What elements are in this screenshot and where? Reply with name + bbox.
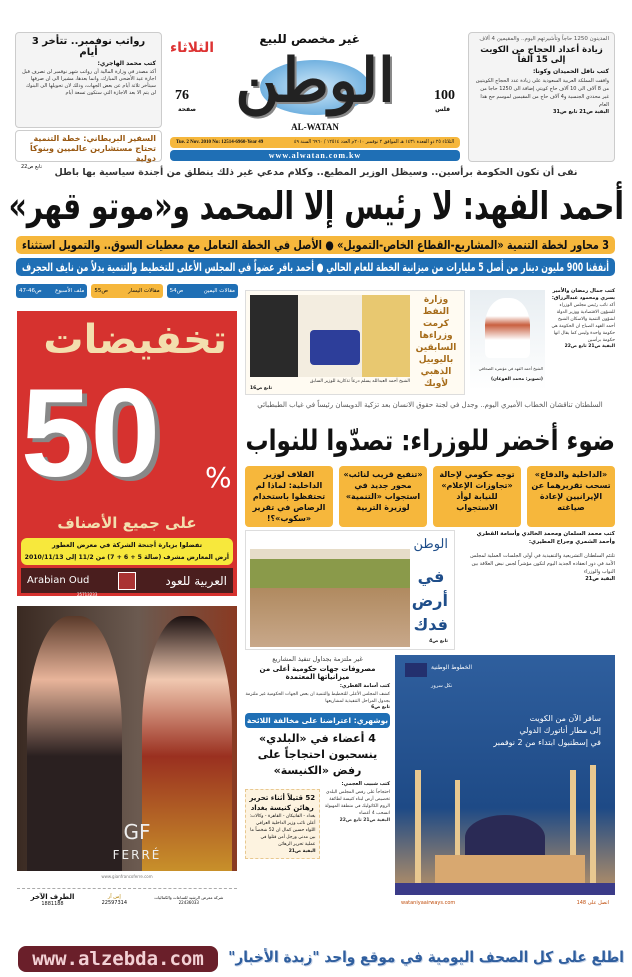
ad-brand-bar bbox=[21, 568, 233, 593]
price: 100 bbox=[434, 88, 455, 103]
ad-line: في إسطنبول ابتداء من 2 نوفمبر bbox=[493, 738, 601, 747]
byline: كتب شبيب العجمي: bbox=[341, 781, 390, 787]
ferre-watch-ad[interactable] bbox=[17, 606, 237, 871]
tab-weekly-file[interactable] bbox=[16, 284, 87, 298]
story-body: وافقت المملكة العربية السعودية على زيادة عدد الحجاج الكويتيين من 8 آلاف الى 10 آلاف حاج كويتي إضافة الى 1250 حاجا من غير محددي الجنسية و4 آلاف حاج من المقيمين لموسم حج هذا العام bbox=[475, 78, 609, 108]
story-title[interactable]: مصروفات جهات حكومية أعلى من ميزانياتها المعتمدة bbox=[259, 665, 376, 681]
date-ar: الثلاثاء ٢٥ ذو القعدة ١٤٣١ هـ الموافق ٢ نوفمبر ٢٠١٠م العدد ١٢٥١٤ / ٦٩٦٠ السنة ٤٩ bbox=[294, 139, 454, 145]
page-ref: البقية ص21 تابع ص22 bbox=[339, 818, 390, 823]
tab-page: ص46-47 bbox=[19, 288, 42, 294]
kicker: السلطتان تناقشان الخطاب الأميري اليوم.. وجدل في لجنة حقوق الانسان بعد تزكية الدويسان رئيساً في غياب الطبطبائي bbox=[257, 401, 603, 409]
oud-logo-icon bbox=[118, 572, 136, 590]
date-en: Tue. 2 Nov. 2010 No: 12514-6960-Year 49 bbox=[176, 140, 264, 145]
mosque-dome bbox=[465, 815, 545, 860]
section-tabs bbox=[16, 284, 238, 298]
second-headline[interactable]: ضوء أخضر للوزراء: تصدّوا للنواب bbox=[245, 424, 615, 457]
fadak-logo: الوطن bbox=[413, 537, 448, 552]
highlight-boxes bbox=[245, 466, 615, 527]
plaque bbox=[310, 330, 360, 365]
day-label: الثلاثاء bbox=[170, 40, 215, 56]
photo-caption: الشيخ أحمد العبدالله يسلم درعاً تذكارية للوزير السابق bbox=[310, 379, 410, 384]
ad-percent-sign: % bbox=[205, 461, 232, 494]
top-right-story[interactable] bbox=[468, 32, 615, 162]
orange-bar bbox=[16, 236, 615, 254]
date-bar bbox=[170, 137, 460, 148]
shop-name: الطرف الآخر bbox=[30, 892, 75, 901]
brand-logo: GF bbox=[123, 820, 151, 844]
page-ref: البقية ص21 bbox=[288, 849, 316, 854]
brand-en: Arabian Oud bbox=[27, 575, 90, 586]
airline-name: الخطوط الوطنية bbox=[431, 664, 473, 671]
byline: كتب نافل الحميدان وكونا: bbox=[533, 68, 609, 75]
ad-subtitle: على جميع الأصناف bbox=[57, 514, 197, 532]
story-body: احتجاجاً على رفض المجلس البلدي تخصيص أرض لبناء كنيسة لطائفة الروم الكاثوليك في منطقة المهبولة انسحب 4 أعضاء bbox=[324, 790, 390, 816]
kicker: المدينون 1250 حاجاً وتأشيرتهم اليوم.. والمقيمين 4 آلاف bbox=[479, 36, 609, 42]
story-title: 52 قتيلاً أثناء تحرير رهائن كنيسة بغداد bbox=[249, 794, 316, 812]
highlight-box[interactable]: القلاف لوزير الداخلية: لماذا لم تحتفظوا باستخدام الرصاص في تقرير «سكوب»؟! bbox=[245, 466, 333, 527]
tab-page: ص55 bbox=[94, 288, 108, 294]
shop-phone: 22436033 bbox=[178, 899, 199, 905]
top-left-story[interactable] bbox=[15, 32, 162, 128]
minaret bbox=[415, 770, 421, 883]
logo-en: AL-WATAN bbox=[291, 122, 339, 132]
shop-name: شركة معرض الرشيد للساعات والكماليات bbox=[154, 894, 224, 900]
story-body: تلتئم السلطتان التشريعية والتنفيذية في أولى الجلسات العملية لمجلس الأمة في دور انعقاده الجديد اليوم لتكون مؤشراً لجس نبض العلاقة بين النواب والوزراء bbox=[470, 553, 615, 575]
ad-text bbox=[493, 713, 601, 749]
story-body: بغداد - الفاتيكان - القاهرة - وكالات: أعلن نائب وزير الداخلية العراقي اللواء حسين كمال ان 52 شخصاً ما بين مدني ورجل أمن قتلوا في عملية تحرير الرهائن bbox=[249, 814, 316, 847]
page-ref: البقية ص21 تابع ص22 bbox=[564, 344, 615, 349]
highlight-box[interactable]: توجه حكومي لإحالة «تجاوزات الإعلام» للنيابة لوأد الاستجواب bbox=[433, 466, 521, 527]
ad-url[interactable]: wataniyaairways.com bbox=[401, 899, 456, 906]
ad-url: www.gianfrancoferre.com bbox=[101, 874, 153, 879]
fahad-story[interactable] bbox=[548, 288, 615, 393]
shop-item bbox=[31, 893, 75, 907]
ad-phone: اتصل على 148 bbox=[576, 899, 609, 906]
price-label: فلس bbox=[435, 106, 450, 113]
story-body: أكد مصدر في وزارة المالية أن رواتب شهر نوفمبر لن تصرف قبل اجازة عيد الأضحى المبارك، وانما بعدها، مشيرا الى ان صرفها سيتأخر ثلاثة أيام عن بعض الجهات، وذلك لان تحويلها الى البنوك لن يتم الا بعد الاجازة التي ستكون تسعة أيام bbox=[22, 69, 156, 96]
blue-bar-text: أنفقنا 900 مليون دينار من أصل 5 مليارات من ميزانية الخطة للعام الحالي ● أحمد باقر عضواً في المجلس الأعلى للتخطيط والتنمية بدلاً من نايف الحجرف bbox=[21, 260, 609, 274]
story-body: كشف المجلس الأعلى للتخطيط والتنمية ان بعض الجهات الحكومية غير ملتزمة بجدول المراحل التنفيذية لمشاريعها bbox=[245, 692, 390, 704]
story-title: في أرض فدك bbox=[411, 567, 448, 634]
main-headline[interactable]: أحمد الفهد: لا رئيس إلا المحمد و«موتو قهر» bbox=[8, 184, 625, 228]
story-title: وزارة النفط كرمت وزراءها السابقين باليوبيل الذهبي لأوبك bbox=[415, 295, 457, 389]
shop-list bbox=[17, 888, 237, 910]
footer-url-text: www.alzebda.com bbox=[32, 948, 204, 970]
page-ref: تابع ص16 bbox=[250, 386, 273, 391]
minaret bbox=[590, 765, 596, 883]
footer-url[interactable] bbox=[18, 946, 218, 972]
session-story[interactable] bbox=[465, 530, 615, 650]
shop-phone: 22597314 bbox=[101, 899, 128, 906]
page-ref: تابع ص22 bbox=[21, 164, 42, 170]
ad-note-line: أرض المعارض مشرف (صالة 5 + 6 + 7) من 11/2 إلى 2010/11/13 bbox=[24, 553, 229, 561]
shop-phone: 1881188 bbox=[41, 900, 64, 907]
tab-left-articles[interactable] bbox=[91, 284, 162, 298]
footer-slogan: اطلع على كل الصحف اليومية في موقع واحد "زبدة الأخبار" bbox=[228, 948, 624, 966]
page-ref: البقية ص21 تابع ص31 bbox=[553, 109, 609, 115]
mosque-body bbox=[435, 855, 585, 883]
person-photo bbox=[485, 298, 530, 358]
photo-credit: (تصوير: محمد الفوعان) bbox=[490, 377, 543, 382]
ad-footer bbox=[395, 895, 615, 910]
shop-name: إس آر bbox=[107, 893, 121, 900]
tab-label: مقالات اليسار bbox=[128, 288, 160, 294]
ad-note-line: تفضلوا بزيارة أجنحة الشركة في معرض العطور bbox=[51, 541, 203, 549]
airways-ad[interactable] bbox=[395, 655, 615, 910]
story-title: رواتب نوفمبر.. تتأخر 3 أيام bbox=[31, 36, 146, 58]
fadak-photo bbox=[250, 549, 410, 647]
byline: كتب محمد السلمان ومحمد الخالدي وأسامة القطري وأحمد الشمري وجراح المطيري: bbox=[476, 531, 615, 545]
tab-right-articles[interactable] bbox=[167, 284, 238, 298]
ad-line: سافر الآن من الكويت bbox=[529, 714, 601, 723]
page-ref: البقية ص21 bbox=[585, 576, 615, 582]
brand-ar: العربية للعود bbox=[165, 573, 227, 588]
ad-phone: 25713233 bbox=[77, 592, 98, 596]
highlight-box[interactable]: «تنفيع قريب لنائب» محور جديد في استجواب «التنمية» لوزيرة التربية bbox=[339, 466, 427, 527]
airline-logo-icon bbox=[405, 663, 427, 677]
baladi-body bbox=[324, 789, 391, 859]
byline: كتب أسامة القطري: bbox=[339, 683, 390, 689]
sub-story[interactable] bbox=[15, 130, 162, 170]
sub-title: السفير البريطاني: خطة التنمية تحتاج مستشارين عالميين وبنوكاً دولية bbox=[30, 134, 156, 163]
bushehri-bar: بوشهري: اعتراضنا على مخالفة اللائحة bbox=[245, 713, 390, 728]
shop-item bbox=[154, 895, 223, 905]
website-link[interactable]: www.alwatan.com.kw bbox=[170, 150, 460, 161]
ad-percent: 50 bbox=[21, 364, 161, 503]
masthead bbox=[170, 32, 460, 136]
ad-note bbox=[21, 538, 233, 565]
tab-label: ملف الأسبوع bbox=[55, 288, 85, 294]
award-photo bbox=[250, 295, 410, 377]
story-title: زيادة أعداد الحجاج من الكويت إلى 15 ألفاً bbox=[480, 45, 603, 65]
brand-name: FERRÉ bbox=[112, 848, 162, 862]
ad-line: إلى مطار أتاتورك الدولي bbox=[519, 726, 601, 735]
page-count-label: صفحة bbox=[178, 106, 197, 113]
ad-title: تخفيضات bbox=[43, 317, 227, 363]
fahad-photo bbox=[470, 290, 545, 390]
not-for-sale: غير مخصص للبيع bbox=[259, 32, 360, 46]
ad-footnote-bar bbox=[395, 883, 615, 895]
page-count: 76 bbox=[175, 88, 189, 103]
byline: كتب محمد الهاجري: bbox=[97, 60, 156, 67]
page-ref: تابع ص4 bbox=[429, 639, 448, 644]
subhead: نفى أن تكون الحكومة برأسين.. وسيظل الوزير المطيع.. وكلام مدعي غير ذلك ينطلق من أجندة سياسية بها باطل bbox=[54, 167, 578, 178]
tab-page: ص54 bbox=[169, 288, 184, 294]
arabian-oud-ad[interactable] bbox=[17, 311, 237, 596]
middle-column bbox=[245, 655, 390, 910]
fadak-story[interactable] bbox=[245, 530, 455, 650]
story-body: أكد نائب رئيس مجلس الوزراء للشؤون الاقتصادية ووزير الدولة لشؤون التنمية والاسكان الشيخ أحمد الفهد الصباح ان الحكومة هي حكومة واحدة وليس كما يقال انها حكومة برأسين bbox=[551, 303, 615, 343]
tab-label: مقالات اليمين bbox=[203, 288, 235, 294]
logo: الوطن bbox=[235, 46, 395, 116]
highlight-box[interactable]: «الداخلية والدفاع» تسحب تقريرهما عن الإيرانيين لإعادة صياغته bbox=[527, 466, 615, 527]
oil-story[interactable] bbox=[245, 290, 465, 395]
page-ref: تابع ص6 bbox=[371, 705, 390, 710]
photo-caption: الشيخ أحمد الفهد في مؤتمره الصحافي bbox=[478, 366, 543, 371]
orange-bar-text: 3 محاور لخطة التنمية «المشاريع-القطاع الخاص-التمويل» ● الأصل في الخطة التعامل مع معطيات السوق.. والتمويل استثناء bbox=[22, 238, 609, 252]
kicker: غير ملتزمة بجداول تنفيذ المشاريع bbox=[272, 655, 363, 663]
baghdad-story[interactable] bbox=[245, 789, 320, 859]
story-title[interactable]: 4 أعضاء في «البلدي» ينسحبون احتجاجاً على رفض «الكنيسة» bbox=[257, 732, 378, 777]
byline: كتب جمال رمضان والأمير يسري ومحمود عبدالرزاق: bbox=[551, 288, 615, 301]
blue-bar bbox=[16, 258, 615, 276]
airline-sub: نكل سرور bbox=[431, 683, 453, 689]
shop-item bbox=[102, 894, 127, 906]
